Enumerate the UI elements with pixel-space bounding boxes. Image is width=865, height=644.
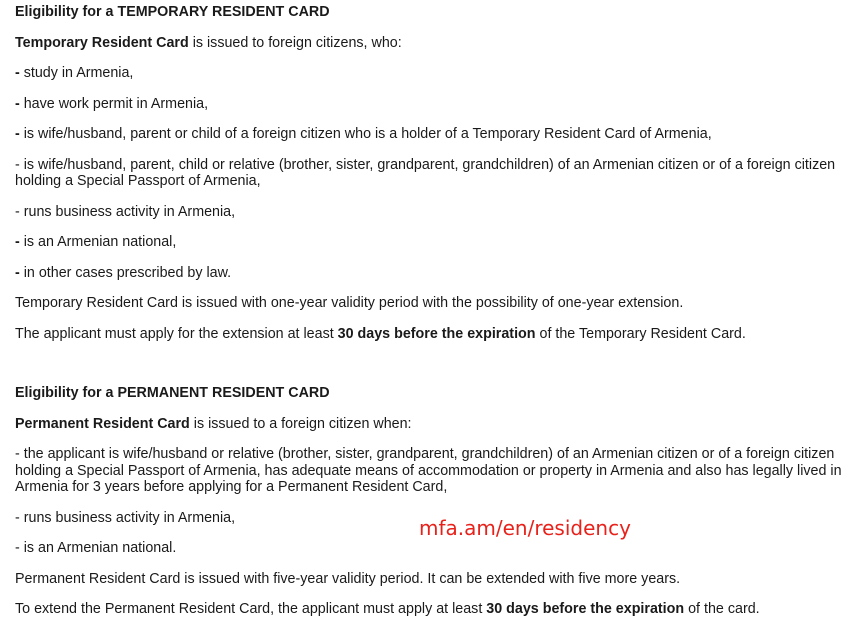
temporary-item: - have work permit in Armenia, [15, 95, 209, 112]
temporary-item: - in other cases prescribed by law. [15, 264, 232, 281]
permanent-intro-bold: Permanent Resident Card [15, 415, 190, 432]
temporary-item: - is wife/husband, parent or child of a foreign citizen who is a holder of a Temporary Resident Card of Armenia, [15, 126, 712, 142]
temporary-extension: The applicant must apply for the extension at least 30 days before the expiration of the Temporary Resident Card. [15, 325, 746, 342]
permanent-intro [15, 416, 850, 433]
permanent-extension: To extend the Permanent Resident Card, the applicant must apply at least 30 days before the expiration of the card. [15, 601, 760, 617]
section-spacer [15, 356, 850, 385]
permanent-validity: Permanent Resident Card is issued with five-year validity period. It can be extended with five more years. [15, 570, 681, 587]
temporary-intro [15, 35, 850, 52]
permanent-item: - is an Armenian national. [15, 540, 177, 556]
temporary-intro-bold: Temporary Resident Card [15, 34, 189, 51]
source-watermark: mfa.am/en/residency [419, 516, 631, 540]
temporary-item: - is an Armenian national, [15, 234, 177, 250]
temporary-item: - is wife/husband, parent, child or relative (brother, sister, grandparent, grandchildren) of an Armenian citizen or of a foreign citizen holding a Special Passport of Armenia, [15, 156, 836, 189]
temporary-validity: Temporary Resident Card is issued with one-year validity period with the possibility of one-year extension. [15, 295, 684, 311]
permanent-heading: Eligibility for a PERMANENT RESIDENT CARD [15, 385, 330, 401]
permanent-item: - runs business activity in Armenia, [15, 509, 236, 526]
permanent-intro-rest: is issued to a foreign citizen when: [189, 415, 412, 432]
temporary-intro-rest: is issued to foreign citizens, who: [188, 34, 402, 51]
temporary-item: - study in Armenia, [15, 65, 134, 81]
permanent-item: - the applicant is wife/husband or relative (brother, sister, grandparent, grandchildren) of an Armenian citizen or of a foreign citizen holding a Special Passport of Armenia, has adequate means of accommodation or property in Armenia and also has legally lived in Armenia for 3 years before applying for a Permanent Resident Card, [15, 446, 842, 495]
temporary-item: - runs business activity in Armenia, [15, 203, 236, 220]
temporary-heading: Eligibility for a TEMPORARY RESIDENT CARD [15, 4, 330, 20]
